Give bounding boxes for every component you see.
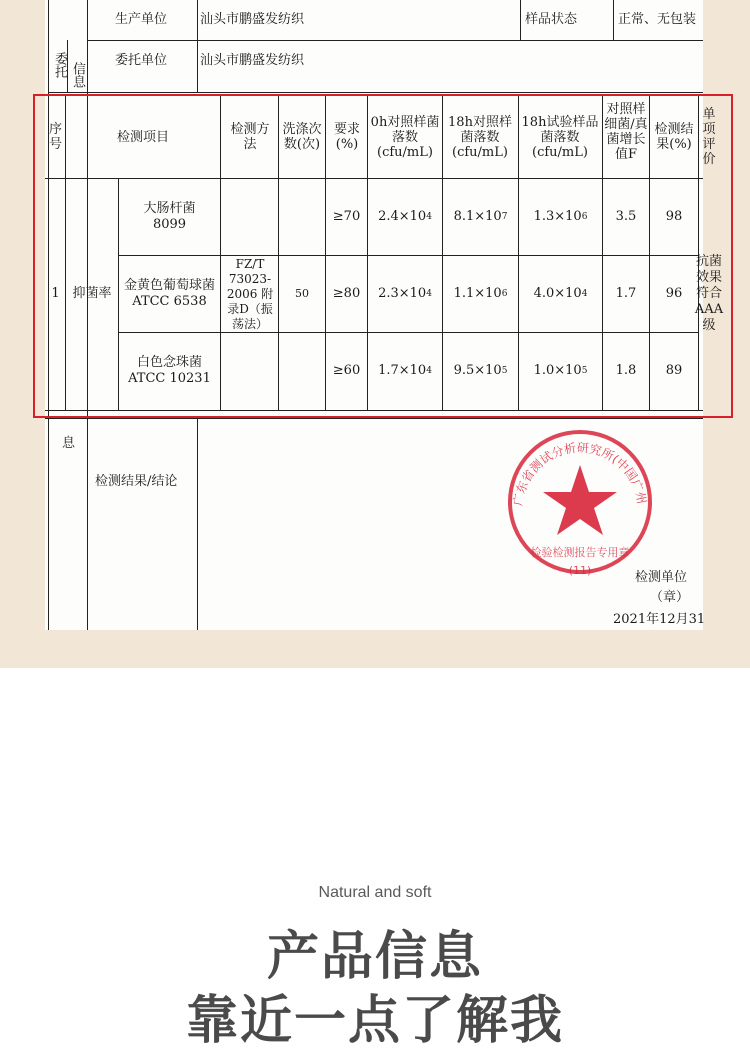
conclusion-label: 检测结果/结论	[95, 474, 178, 489]
header-18h-test: 18h试验样品菌落数(cfu/mL)	[521, 114, 599, 160]
header-0h-control: 0h对照样菌落数(cfu/mL)	[370, 114, 440, 160]
control-18h-cell: 9.5×10 5	[453, 363, 508, 378]
header-result: 检测结果(%)	[654, 122, 694, 152]
client-label: 委托单位	[115, 53, 168, 68]
test-18h-cell: 1.0×10 5	[533, 363, 588, 378]
info-char: 息	[62, 436, 76, 451]
section-subtitle: Natural and soft	[318, 884, 432, 901]
section-title-line2: 靠近一点了解我	[185, 991, 564, 1051]
header-18h-control: 18h对照样菌落数(cfu/mL)	[448, 114, 512, 160]
organism-name: 大肠杆菌	[143, 200, 196, 216]
header-seq: 序号	[48, 122, 62, 152]
producer-value: 汕头市鹏盛发纺织	[200, 12, 305, 27]
organism-name: 白色念珠菌	[136, 355, 202, 370]
organism-strain: 8099	[152, 216, 187, 232]
growth-f-cell: 3.5	[615, 208, 637, 224]
grid-line	[197, 418, 198, 630]
grid-line	[87, 40, 703, 41]
wash-count: 50	[295, 287, 309, 300]
testing-unit-label: 检测单位	[635, 570, 688, 585]
control-0h-cell: 1.7×10 4	[378, 363, 432, 378]
report-date: 2021年12月31	[613, 612, 706, 627]
highlight-frame	[33, 94, 733, 418]
result-cell: 89	[665, 363, 683, 378]
item-group-antibacterial: 抑菌率	[72, 286, 112, 301]
header-requirement: 要求(%)	[333, 122, 360, 152]
producer-label: 生产单位	[115, 12, 168, 27]
sample-state-value: 正常、无包装	[618, 12, 697, 27]
requirement-cell: ≥80	[332, 285, 361, 301]
grid-line	[67, 40, 68, 92]
header-evaluation: 单项评价	[702, 107, 716, 167]
stamp-bottom-text: 检验检测报告专用章	[530, 546, 630, 559]
control-0h-cell: 2.3×10 4	[378, 285, 432, 301]
header-wash: 洗涤次数(次)	[282, 122, 322, 152]
growth-f-cell: 1.8	[615, 363, 637, 378]
test-18h-cell: 4.0×10 4	[533, 285, 588, 301]
header-item: 检测项目	[116, 129, 169, 145]
evaluation: 抗菌效果符合AAA级	[694, 254, 724, 333]
client-value: 汕头市鹏盛发纺织	[200, 53, 305, 68]
info-label: 信息	[70, 62, 85, 88]
entrust-label: 委托	[52, 52, 67, 78]
organism-strain: ATCC 6538	[132, 293, 207, 309]
seal-note: （章）	[650, 590, 690, 605]
official-seal-stamp	[500, 410, 660, 590]
requirement-cell: ≥60	[332, 363, 361, 378]
section-title: 产品信息	[266, 927, 483, 987]
control-18h-cell: 8.1×10 7	[453, 208, 508, 224]
stamp-top-text: 广东省测试分析研究所(中国广州	[510, 440, 649, 507]
organism-name: 金黄色葡萄球菌	[123, 277, 215, 293]
header-growth-f: 对照样细菌/真菌增长值F	[604, 102, 648, 162]
test-method: FZ/T 73023-2006 附录D（振荡法）	[226, 256, 274, 331]
row-seq: 1	[51, 286, 60, 301]
result-cell: 98	[665, 208, 683, 224]
organism-strain: ATCC 10231	[128, 371, 211, 386]
grid-line	[613, 0, 614, 40]
grid-line	[197, 0, 198, 92]
result-cell: 96	[665, 285, 683, 301]
stamp-number: (11)	[568, 564, 592, 577]
test-18h-cell: 1.3×10 6	[533, 208, 588, 224]
header-method: 检测方法	[230, 122, 270, 152]
requirement-cell: ≥70	[332, 208, 361, 224]
control-18h-cell: 1.1×10 6	[453, 285, 508, 301]
grid-line	[520, 0, 521, 40]
growth-f-cell: 1.7	[615, 285, 637, 301]
sample-state-label: 样品状态	[525, 12, 578, 27]
control-0h-cell: 2.4×10 4	[378, 208, 432, 224]
